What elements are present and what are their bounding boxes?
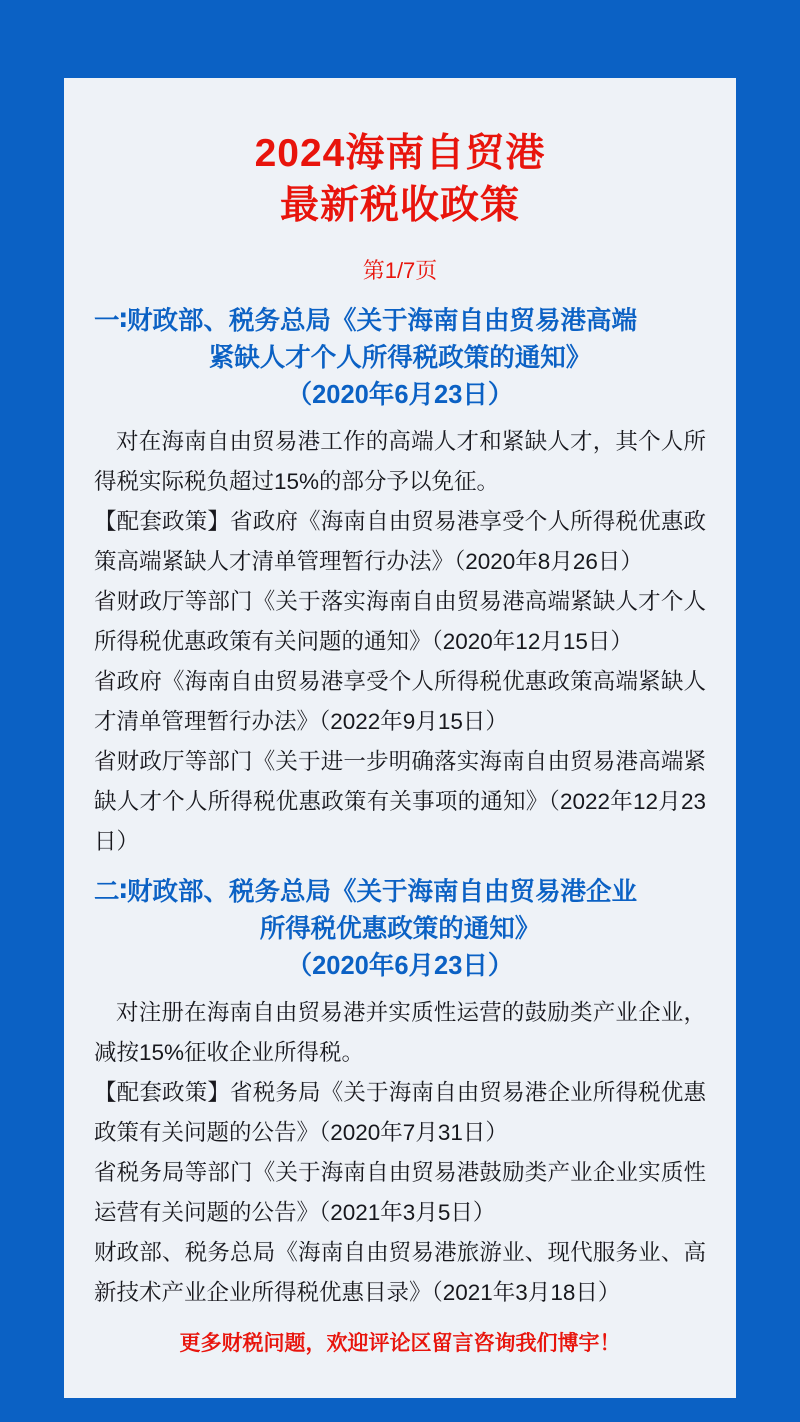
section-two-paragraph-1: 对注册在海南自由贸易港并实质性运营的鼓励类产业企业，减按15%征收企业所得税。 [94,1000,706,1065]
section-one-heading-line-2: 紧缺人才个人所得税政策的通知》 [208,344,592,372]
footer-note: 更多财税问题，欢迎评论区留言咨询我们博宇！ [179,1332,621,1355]
section-one-paragraph-1: 对在海南自由贸易港工作的高端人才和紧缺人才，其个人所得税实际税负超过15%的部分予以免征。 [94,429,706,494]
section-one-paragraph-4: 省政府《海南自由贸易港享受个人所得税优惠政策高端紧缺人才清单管理暂行办法》（2022年9月15日） [94,669,706,734]
poster-title [94,128,706,232]
page-indicator: 第1/7页 [362,258,438,283]
section-two-paragraph-4: 财政部、税务总局《海南自由贸易港旅游业、现代服务业、高新技术产业企业所得税优惠目录》（2021年3月18日） [94,1240,706,1305]
section-one-paragraph-2: 【配套政策】省政府《海南自由贸易港享受个人所得税优惠政策高端紧缺人才清单管理暂行办法》（2020年8月26日） [94,509,706,574]
section-one-paragraph-5: 省财政厅等部门《关于进一步明确落实海南自由贸易港高端紧缺人才个人所得税优惠政策有关事项的通知》（2022年12月23日） [94,749,706,854]
title-line-1: 2024海南自贸港 [254,132,546,175]
section-two-heading-line-1: 二∶财政部、税务总局《关于海南自由贸易港企业 [94,878,637,906]
section-one-heading-line-3: （2020年6月23日） [286,381,514,409]
section-two-heading-line-3: （2020年6月23日） [286,952,514,980]
section-one-heading-line-1: 一∶财政部、税务总局《关于海南自由贸易港高端 [94,307,637,335]
section-two-paragraph-3: 省税务局等部门《关于海南自由贸易港鼓励类产业企业实质性运营有关问题的公告》（2021年3月5日） [94,1160,706,1225]
section-two-heading-line-2: 所得税优惠政策的通知》 [259,915,541,943]
content-card [64,78,736,1398]
section-two-heading [94,874,706,985]
section-two-paragraph-2: 【配套政策】省税务局《关于海南自由贸易港企业所得税优惠政策有关问题的公告》（2020年7月31日） [94,1080,706,1145]
section-two [94,874,706,1313]
title-line-2: 最新税收政策 [279,184,520,227]
section-one-paragraph-3: 省财政厅等部门《关于落实海南自由贸易港高端紧缺人才个人所得税优惠政策有关问题的通知》（2020年12月15日） [94,589,706,654]
section-one [94,303,706,862]
section-one-heading [94,303,706,414]
